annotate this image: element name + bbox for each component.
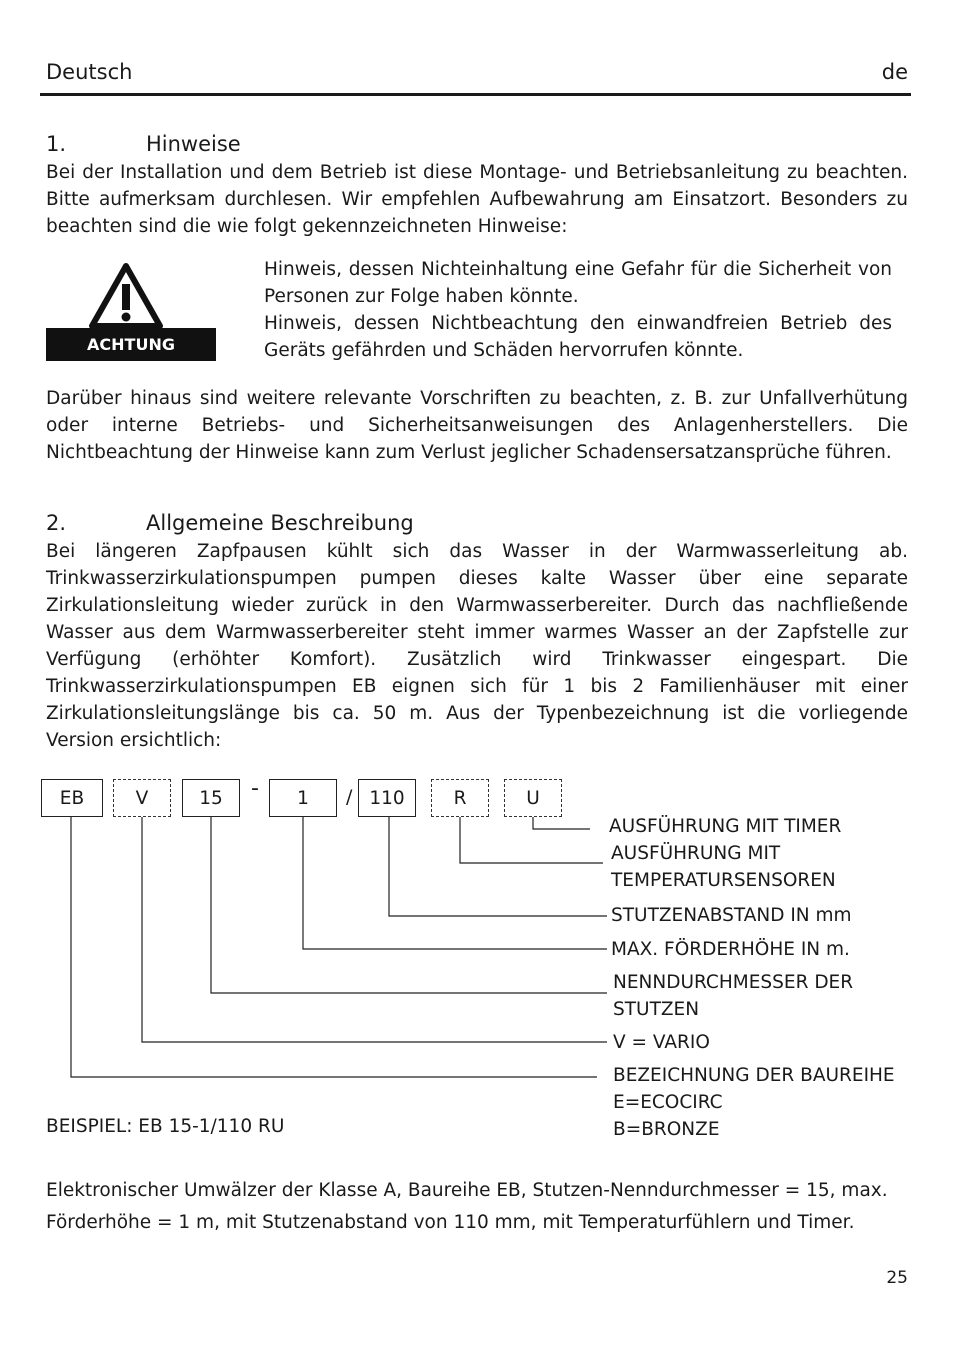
label-series-line-3: B=BRONZE <box>613 1119 720 1140</box>
label-diameter-line-2: STUTZEN <box>613 999 700 1020</box>
type-slash: / <box>346 786 353 808</box>
section-2-title: Allgemeine Beschreibung <box>146 511 414 535</box>
label-diameter-line-1: NENNDURCHMESSER DER <box>613 972 854 993</box>
label-sensor-line-1: AUSFÜHRUNG MIT <box>611 843 781 864</box>
connector-sensor <box>460 817 603 863</box>
connector-diameter <box>211 817 607 993</box>
section-2-body: Bei längeren Zapfpausen kühlt sich das Wasser in der Warmwasserleitung ab. Trinkwasserzirkulationspumpen pumpen dieses kalte Wasser über eine separate Zirkulationsleitung wieder zurück in den Warmwasserbereiter. Durch das nachfließende Wasser aus dem Warmwasserbereiter steht immer warmes Wasser an der Zapfstelle zur Verfügung (erhöhter Komfort). Zusätzlich wird Trinkwasser eingespart. Die Trinkwasserzirkulationspumpen EB eignen sich für 1 bis 2 Familienhäuser mit einer Zirkulationsleitungslänge bis ca. 50 m. Aus der Typenbezeichnung ist die vorliegende Version ersichtlich: <box>46 541 908 751</box>
label-series-line-2: E=ECOCIRC <box>613 1092 723 1113</box>
connector-distance <box>389 817 607 916</box>
connector-vario <box>142 817 607 1042</box>
warning-text-operation: Hinweis, dessen Nichtbeachtung den einwandfreien Betrieb des Geräts gefährden und Schäden hervorrufen könnte. <box>264 313 892 361</box>
section-1-title: Hinweise <box>146 132 241 156</box>
section-1-intro: Bei der Installation und dem Betrieb ist diese Montage- und Betriebsanleitung zu beachten. Bitte aufmerksam durchlesen. Wir empfehlen Aufbewahrung am Einsatzort. Besonders zu beachten sind die wie folgt gekennzeichneten Hinweise: <box>46 162 908 237</box>
header-language-code: de <box>881 60 908 84</box>
label-vario: V = VARIO <box>613 1032 710 1053</box>
type-dash: - <box>251 776 259 801</box>
warning-label: ACHTUNG <box>46 328 216 361</box>
type-box-distance: 110 <box>358 779 416 817</box>
type-box-sensor: R <box>431 779 489 817</box>
label-timer: AUSFÜHRUNG MIT TIMER <box>609 816 842 837</box>
connector-series <box>71 817 597 1077</box>
type-box-series: EB <box>41 779 103 817</box>
label-sensor-line-2: TEMPERATURSENSOREN <box>611 870 836 891</box>
connector-head <box>303 817 607 949</box>
type-box-vario: V <box>113 779 171 817</box>
section-1-number: 1. <box>46 132 67 156</box>
type-description: Elektronischer Umwälzer der Klasse A, Baureihe EB, Stutzen-Nenndurchmesser = 15, max. Förderhöhe = 1 m, mit Stutzenabstand von 110 mm, mit Temperaturfühlern und Timer. <box>46 1180 888 1233</box>
connector-timer <box>533 817 590 829</box>
header-language: Deutsch <box>46 60 133 84</box>
section-2-number: 2. <box>46 511 67 535</box>
type-box-diameter: 15 <box>182 779 240 817</box>
label-distance: STUTZENABSTAND IN mm <box>611 905 852 926</box>
warning-text-safety: Hinweis, dessen Nichteinhaltung eine Gefahr für die Sicherheit von Personen zur Folge haben könnte. <box>264 259 892 307</box>
type-example: BEISPIEL: EB 15-1/110 RU <box>46 1116 285 1137</box>
type-box-head: 1 <box>269 779 337 817</box>
type-box-timer: U <box>504 779 562 817</box>
label-series-line-1: BEZEICHNUNG DER BAUREIHE <box>613 1065 895 1086</box>
label-head: MAX. FÖRDERHÖHE IN m. <box>611 939 850 960</box>
section-1-extra: Darüber hinaus sind weitere relevante Vorschriften zu beachten, z. B. zur Unfallverhütung oder interne Betriebs- und Sicherheitsanweisungen des Anlagenherstellers. Die Nichtbeachtung der Hinweise kann zum Verlust jeglicher Schadensersatzansprüche führen. <box>46 388 908 463</box>
page-number: 25 <box>886 1268 908 1288</box>
